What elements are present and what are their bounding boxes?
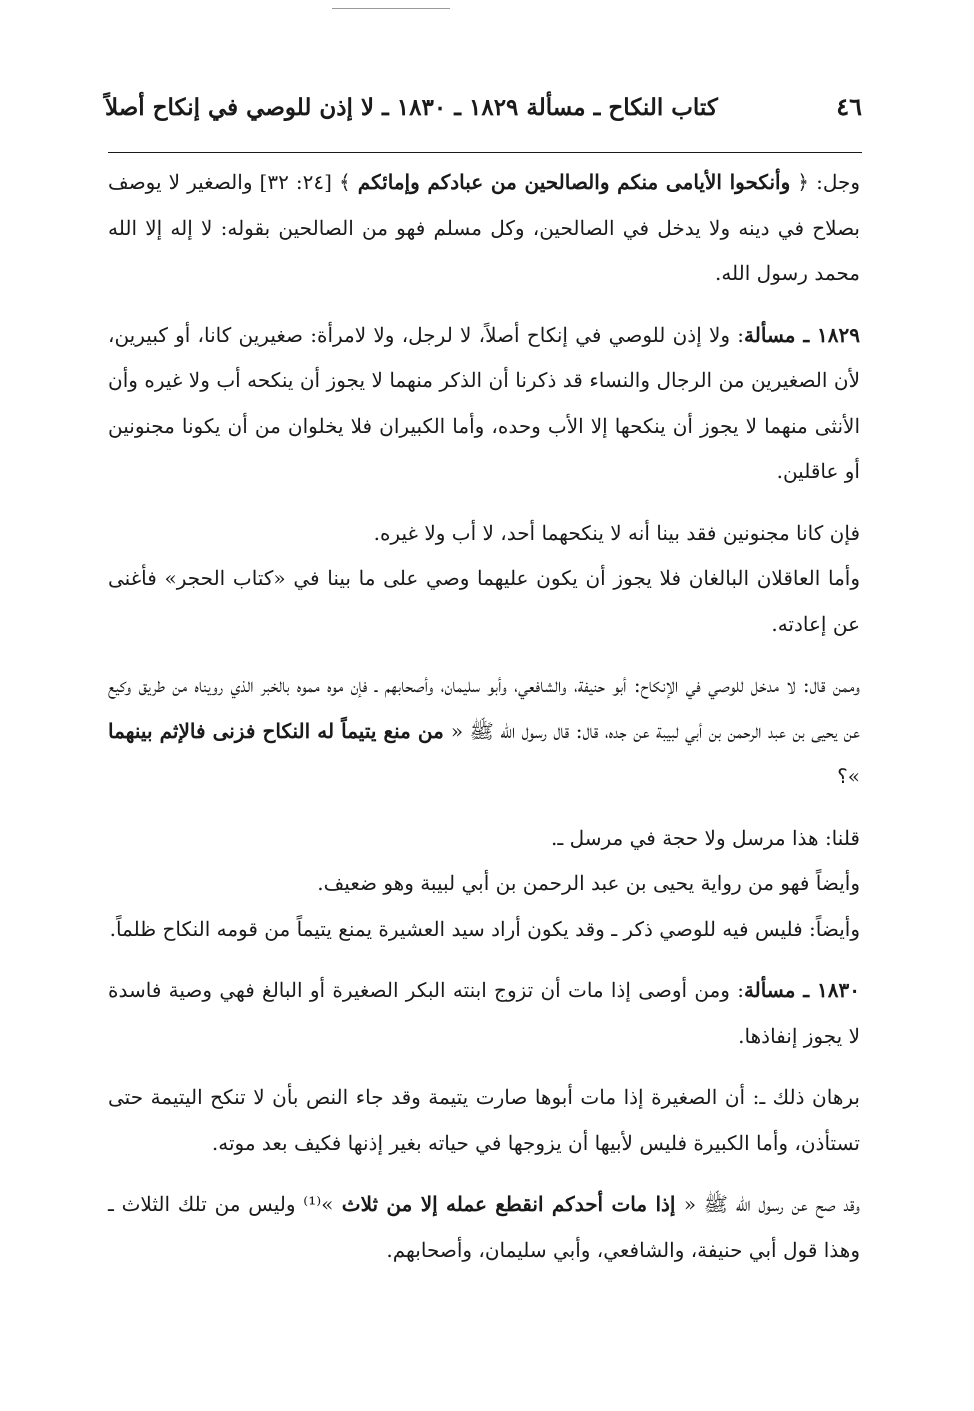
issue-1829: [108, 313, 860, 495]
paragraph: [108, 1075, 860, 1166]
paragraph-text: : ولا إذن للوصي في إنكاح أصلاً، لا لرجل، ولا لامرأة: صغيرين كانا، أو كبيرين، لأن الصغيرين من الرجال والنساء قد ذكرنا أن الذكر منهما لا يجوز أن ينكحه أب ولا غيره وأن الأنثى منهما لا يجوز أن ينكحها إلا الأب وحده، وأما الكبيران فلا يخلوان من أن يكونا مجنونين أو عاقلين.: [108, 322, 860, 483]
paragraph-text: فإن كانا مجنونين فقد بينا أنه لا ينكحهما أحد، لا أب ولا غيره.: [373, 520, 860, 545]
paragraph-text: »⁽¹⁾ وليس من تلك الثلاث ـ وهذا قول أبي حنيفة، والشافعي، وأبي سليمان، وأصحابهم.: [108, 1192, 860, 1262]
paragraph: [108, 816, 860, 862]
paragraph-text: وقد صح عن رسول الله ﷺ «: [683, 1192, 860, 1216]
paragraph-text: وجل: ﴿: [790, 170, 860, 194]
paragraph: [108, 861, 860, 907]
issue-heading: ١٨٣٠ ـ مسألة: [743, 978, 861, 1002]
top-decorative-rule: [332, 8, 450, 9]
paragraph: [108, 556, 860, 647]
paragraph-text: وأيضاً: فليس فيه للوصي ذكر ـ وقد يكون أراد سيد العشيرة يمنع يتيماً من قومه النكاح ظلماً.: [109, 916, 860, 941]
paragraph-text: قلنا: هذا مرسل ولا حجة في مرسل ـ.: [551, 825, 860, 850]
paragraph-hadith: [108, 1182, 860, 1273]
header-rule: [108, 152, 862, 153]
paragraph-text: برهان ذلك ـ: أن الصغيرة إذا مات أبوها صارت يتيمة وقد جاء النص بأن لا تنكح اليتيمة حتى تستأذن، وأما الكبيرة فليس لأبيها أن يزوجها في حياته بغير إذنها فكيف بعد موته.: [108, 1085, 860, 1155]
paragraph-text: : ومن أوصى إذا مات أن تزوج ابنته البكر الصغيرة أو البالغ فهي وصية فاسدة لا يجوز إنفاذها.: [108, 978, 860, 1048]
paragraph-text: وأما العاقلان البالغان فلا يجوز أن يكون عليهما وصي على ما بينا في «كتاب الحجر» فأغنى عن إعادته.: [108, 566, 860, 636]
hadith-quote: إذا مات أحدكم انقطع عمله إلا من ثلاث: [333, 1192, 684, 1216]
paragraph-text: وممن قال: لا مدخل للوصي في الإنكاح: أبو حنيفة، والشافعي، وأبو سليمان، وأصحابهم ـ فإن موه مموه بالخبر الذي رويناه من طريق وكيع عن يحيى بن عبد الرحمن بن أبي لبيبة عن جده، قال: قال رسول الله ﷺ «: [108, 673, 860, 743]
page-header: [105, 92, 862, 132]
page-number: ٤٦: [836, 92, 862, 121]
quran-verse: وأنكحوا الأيامى منكم والصالحين من عبادكم وإمائكم: [357, 170, 791, 194]
paragraph-text: »؟: [837, 764, 860, 788]
body-text: [108, 160, 860, 1273]
paragraph: [108, 907, 860, 953]
paragraph: [108, 511, 860, 557]
paragraph-verse: [108, 160, 860, 297]
paragraph-text: وأيضاً فهو من رواية يحيى بن عبد الرحمن بن أبي لبيبة وهو ضعيف.: [317, 871, 860, 895]
paragraph-text: ﴾ [٢٤: ٣٢] والصغير لا يوصف بصلاح في دينه ولا يدخل في الصالحين، وكل مسلم فهو من الصالحين بقوله: لا إله إلا الله محمد رسول الله.: [108, 170, 860, 285]
running-title: كتاب النكاح ـ مسألة ١٨٢٩ ـ ١٨٣٠ ـ لا إذن للوصي في إنكاح أصلاً: [105, 94, 718, 121]
paragraph-hadith: [108, 663, 860, 800]
issue-1830: [108, 968, 860, 1059]
hadith-quote: من منع يتيماً له النكاح فزنى فالإثم بينهما: [108, 718, 451, 743]
issue-heading: ١٨٢٩ ـ مسألة: [744, 322, 860, 347]
